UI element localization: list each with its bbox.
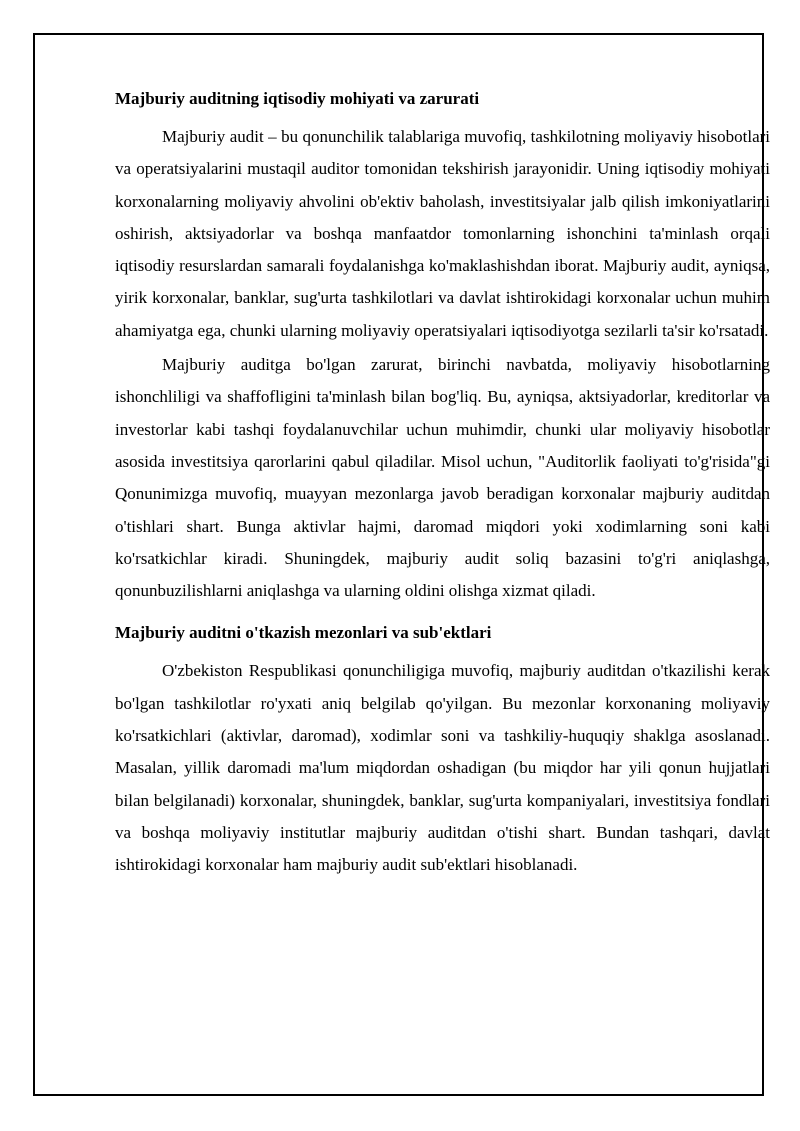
section-gap xyxy=(115,609,770,620)
paragraph-definition: Majburiy audit – bu qonunchilik talablariga muvofiq, tashkilotning moliyaviy hisobotlari va operatsiyalarini mustaqil auditor tomonidan tekshirish jarayonidir. Uning iqtisodiy mohiyati korxonalarning moliyaviy ahvolini ob'ektiv baholash, investitsiyalar jalb qilish imkoniyatlarini oshirish, aktsiyadorlar va boshqa manfaatdor tomonlarning ishonchini ta'minlash orqali iqtisodiy resurslardan samarali foydalanishga ko'maklashishdan iborat. Majburiy audit, ayniqsa, yirik korxonalar, banklar, sug'urta tashkilotlari va davlat ishtirokidagi korxonalar uchun muhim ahamiyatga ega, chunki ularning moliyaviy operatsiyalari iqtisodiyotga sezilarli ta'sir ko'rsatadi. xyxy=(115,127,770,340)
section-heading-economic-essence: Majburiy auditning iqtisodiy mohiyati va zarurati xyxy=(115,89,480,108)
document-body xyxy=(115,86,770,884)
section-heading-criteria: Majburiy auditni o'tkazish mezonlari va sub'ektlari xyxy=(115,623,492,643)
paragraph-necessity: Majburiy auditga bo'lgan zarurat, birinchi navbatda, moliyaviy hisobotlarning ishonchliligi va shaffofligini ta'minlash bilan bog'liq. Bu, ayniqsa, aktsiyadorlar, kreditorlar va investorlar kabi tashqi foydalanuvchilar uchun muhimdir, chunki ular moliyaviy hisobotlar asosida investitsiya qarorlarini qabul qiladilar. Misol uchun, "Auditorlik faoliyati to'g'risida"gi Qonunimizga muvofiq, muayyan mezonlarga javob beradigan korxonalar majburiy auditdan o'tishlari shart. Bunga aktivlar hajmi, daromad miqdori yoki xodimlarning soni kabi ko'rsatkichlar kiradi. Shuningdek, majburiy audit soliq bazasini to'g'ri aniqlashga, qonunbuzilishlarni aniqlashga va ularning oldini olishga xizmat qiladi. xyxy=(115,355,770,601)
paragraph-criteria: O'zbekiston Respublikasi qonunchiligiga muvofiq, majburiy auditdan o'tkazilishi kerak bo'lgan tashkilotlar ro'yxati aniq belgilab qo'yilgan. Bu mezonlar korxonaning moliyaviy ko'rsatkichlari (aktivlar, daromad), xodimlar soni va tashkiliy-huquqiy shaklga asoslanadi. Masalan, yillik daromadi ma'lum miqdordan oshadigan (bu miqdor har yili qonun hujjatlari bilan belgilanadi) korxonalar, shuningdek, banklar, sug'urta kompaniyalari, investitsiya fondlari va boshqa moliyaviy institutlar majburiy auditdan o'tishi shart. Bundan tashqari, davlat ishtirokidagi korxonalar ham majburiy audit sub'ektlari hisoblanadi. xyxy=(115,661,770,875)
